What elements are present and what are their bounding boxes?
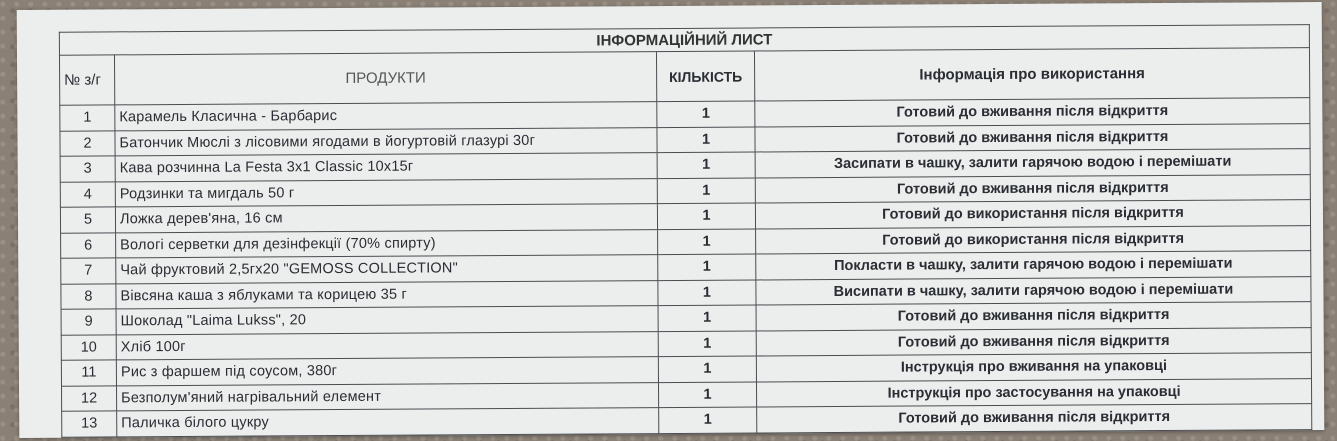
cell-product: Рис з фаршем під соусом, 380г bbox=[116, 357, 658, 386]
column-header-info: Інформація про використання bbox=[754, 48, 1309, 101]
cell-info: Готовий до вживання після відкриття bbox=[755, 98, 1310, 127]
cell-info: Засипати в чашку, залити гарячою водою і перемішати bbox=[755, 149, 1310, 178]
table-body bbox=[60, 98, 1312, 437]
cell-product: Карамель Класична - Барбарис bbox=[115, 102, 657, 131]
cell-product: Чай фруктовий 2,5гх20 "GEMOSS COLLECTION" bbox=[116, 255, 658, 284]
cell-quantity: 1 bbox=[657, 152, 755, 178]
cell-number: 7 bbox=[61, 258, 116, 284]
cell-info: Готовий до використання після відкриття bbox=[755, 200, 1310, 229]
cell-number: 12 bbox=[62, 385, 117, 411]
cell-quantity: 1 bbox=[657, 101, 755, 127]
cell-quantity: 1 bbox=[657, 203, 755, 229]
cell-info: Покласти в чашку, залити гарячою водою і перемішати bbox=[756, 251, 1311, 280]
info-table bbox=[59, 24, 1312, 437]
cell-quantity: 1 bbox=[658, 228, 756, 254]
cell-info: Інструкція про застосування на упаковці bbox=[756, 378, 1311, 407]
column-header-number: № з/г bbox=[59, 55, 114, 105]
cell-quantity: 1 bbox=[658, 330, 756, 356]
cell-number: 1 bbox=[60, 105, 115, 131]
cell-quantity: 1 bbox=[659, 407, 757, 433]
cell-product: Вівсяна каша з яблуками та корицею 35 г bbox=[116, 280, 658, 309]
info-sheet-paper bbox=[17, 2, 1325, 438]
cell-quantity: 1 bbox=[657, 177, 755, 203]
cell-quantity: 1 bbox=[658, 381, 756, 407]
cell-number: 8 bbox=[61, 283, 116, 309]
cell-info: Готовий до вживання після відкриття bbox=[757, 404, 1312, 433]
cell-product: Безполум'яний нагрівальний елемент bbox=[116, 382, 658, 411]
cell-product: Ложка дерев'яна, 16 см bbox=[115, 204, 657, 233]
cell-number: 3 bbox=[60, 156, 115, 182]
cell-info: Готовий до вживання після відкриття bbox=[755, 123, 1310, 152]
cell-number: 5 bbox=[60, 207, 115, 233]
cell-number: 13 bbox=[62, 411, 117, 437]
cell-info: Висипати в чашку, залити гарячою водою і перемішати bbox=[756, 276, 1311, 305]
cell-number: 10 bbox=[61, 334, 116, 360]
cell-quantity: 1 bbox=[658, 254, 756, 280]
cell-number: 6 bbox=[61, 232, 116, 258]
cell-info: Готовий до вживання після відкриття bbox=[756, 302, 1311, 331]
cell-product: Паличка білого цукру bbox=[117, 408, 659, 437]
cell-product: Вологі серветки для дезінфекції (70% спирту) bbox=[116, 229, 658, 258]
cell-quantity: 1 bbox=[658, 279, 756, 305]
cell-product: Батончик Мюслі з лісовими ягодами в йогуртовій глазурі 30г bbox=[115, 127, 657, 156]
cell-product: Кава розчинна La Festa 3х1 Classic 10х15г bbox=[115, 153, 657, 182]
header-row bbox=[59, 48, 1309, 106]
cell-number: 11 bbox=[61, 360, 116, 386]
cell-number: 9 bbox=[61, 309, 116, 335]
cell-quantity: 1 bbox=[658, 305, 756, 331]
sheet-title: ІНФОРМАЦІЙНИЙ ЛИСТ bbox=[59, 25, 1309, 56]
cell-quantity: 1 bbox=[657, 126, 755, 152]
cell-info: Готовий до використання після відкриття bbox=[756, 225, 1311, 254]
column-header-quantity: КІЛЬКІСТЬ bbox=[656, 51, 754, 102]
cell-number: 4 bbox=[60, 181, 115, 207]
cell-info: Інструкція про вживання на упаковці bbox=[756, 353, 1311, 382]
column-header-product: ПРОДУКТИ bbox=[114, 52, 656, 105]
cell-info: Готовий до вживання після відкриття bbox=[756, 327, 1311, 356]
cell-number: 2 bbox=[60, 130, 115, 156]
cell-info: Готовий до вживання після відкриття bbox=[755, 174, 1310, 203]
cell-product: Хліб 100г bbox=[116, 331, 658, 360]
cell-product: Родзинки та мигдаль 50 г bbox=[115, 178, 657, 207]
cell-product: Шоколад "Laima Lukss", 20 bbox=[116, 306, 658, 335]
cell-quantity: 1 bbox=[658, 356, 756, 382]
